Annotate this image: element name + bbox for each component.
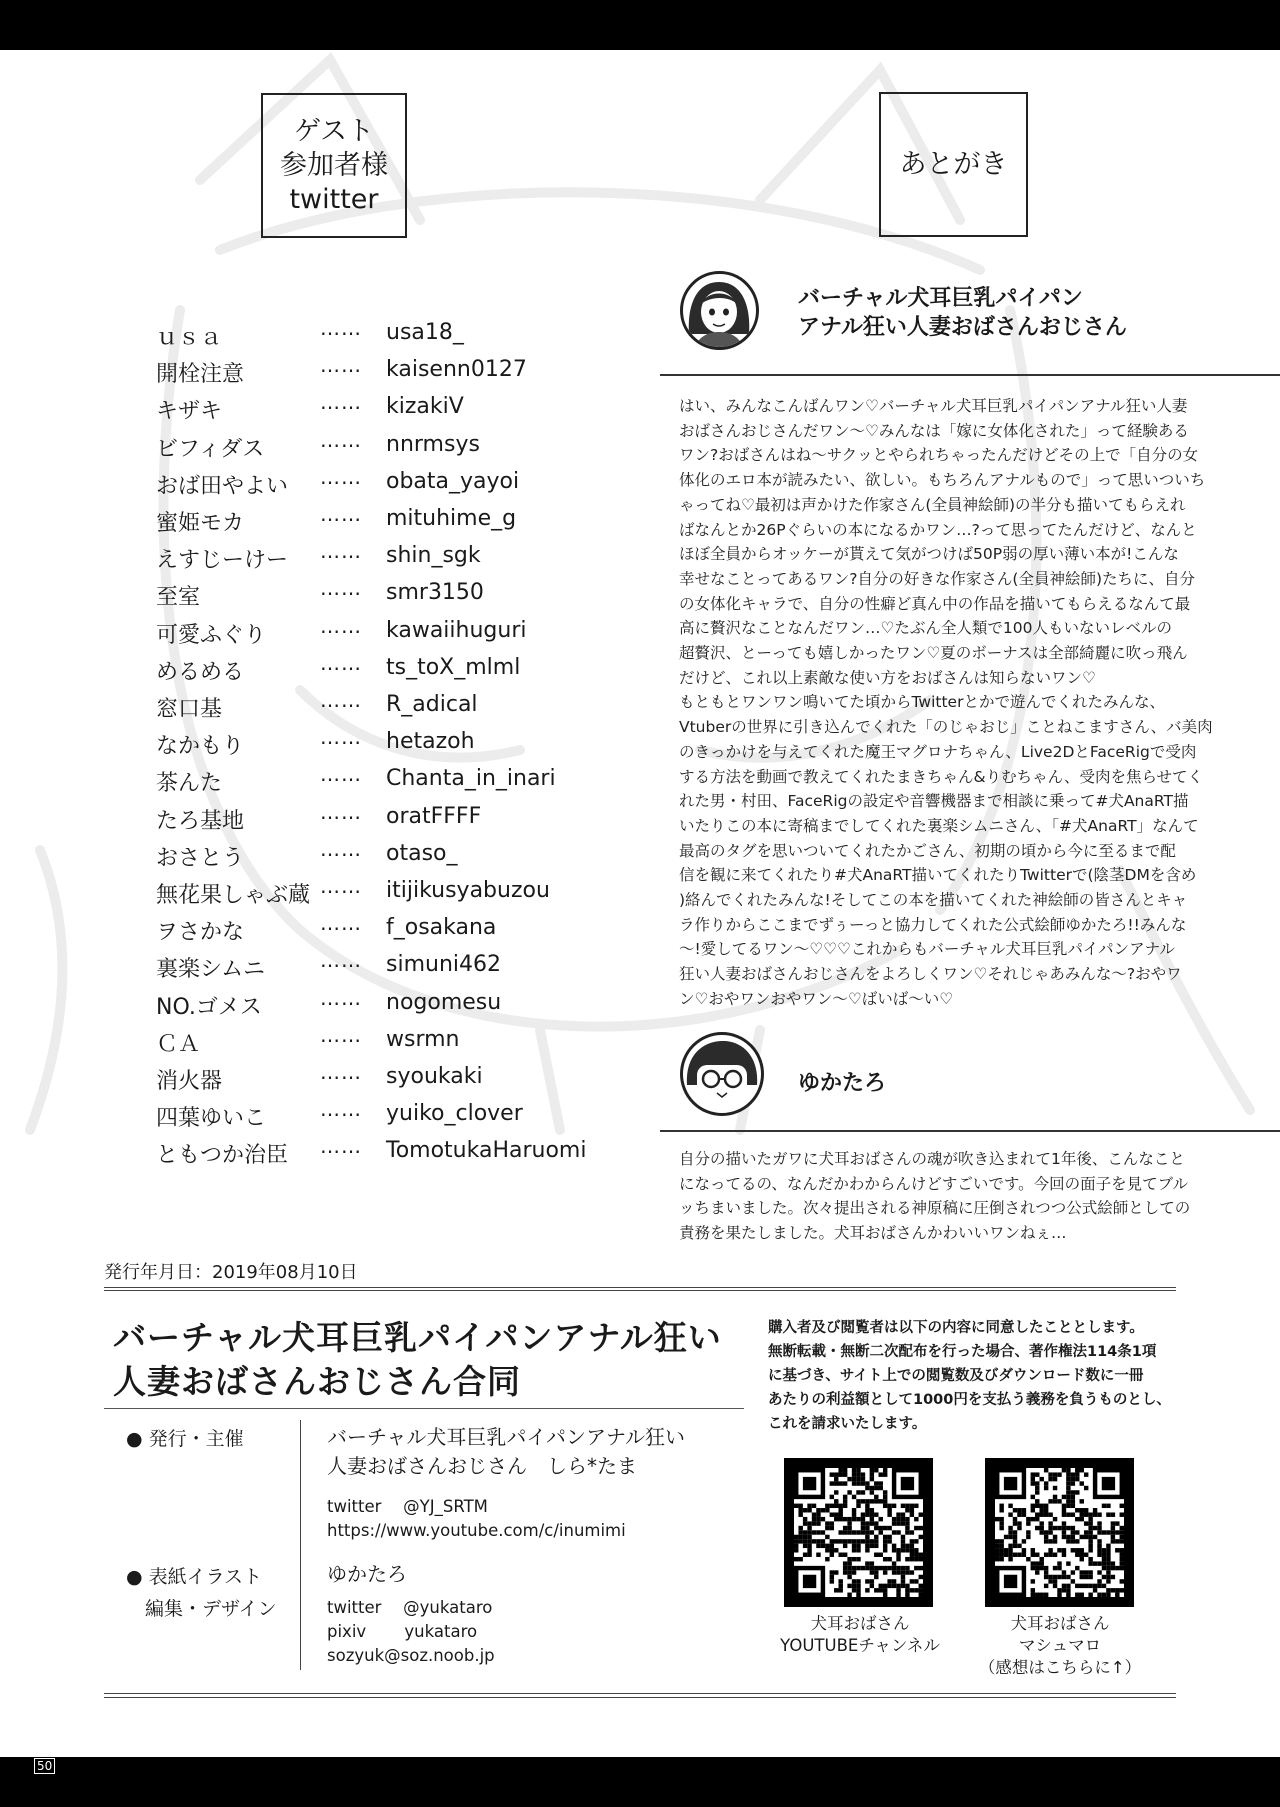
author1-afterword-text	[679, 394, 1219, 1012]
guest-row	[156, 1060, 626, 1098]
top-black-bar	[0, 0, 1280, 50]
guest-row	[156, 762, 626, 800]
guest-leader-dots: ……	[320, 948, 362, 973]
guest-twitter-id[interactable]: syoukaki	[386, 1064, 483, 1089]
guest-leader-dots: ……	[320, 316, 362, 340]
guest-leader-dots: ……	[320, 799, 362, 824]
guest-name: ともつか治臣	[156, 1143, 289, 1169]
author-avatar-shiratama	[680, 271, 759, 350]
guest-row	[156, 911, 626, 949]
guest-leader-dots: ……	[320, 1022, 362, 1047]
guest-twitter-id[interactable]: smr3150	[386, 580, 484, 606]
notice-line: これを請求いたします。	[768, 1416, 927, 1432]
guest-row	[156, 353, 626, 391]
guest-row	[156, 985, 626, 1024]
afterword-line: 責務を果たしました。犬耳おばさんかわいいワンねぇ…	[679, 1224, 1067, 1243]
notice-line: 無断転載・無断二次配布を行った場合、著作権法114条1項	[768, 1344, 1157, 1360]
illustrator-email[interactable]: sozyuk@soz.noob.jp	[327, 1646, 495, 1665]
afterword-line: ラ作りからここまでずぅーっと協力してくれた公式絵師ゆかたろ!!みんな	[679, 915, 1187, 934]
woman-portrait-icon	[683, 274, 756, 347]
book-title-line-1: バーチャル犬耳巨乳パイパンアナル狂い	[113, 1318, 722, 1357]
afterword-line: ン♡おやワンおやワン〜♡ばいば〜い♡	[679, 989, 954, 1008]
guest-name: おさとう	[156, 845, 245, 871]
author1-name	[798, 284, 1127, 342]
guest-row	[156, 799, 626, 838]
bottom-black-bar	[0, 1757, 1280, 1807]
guest-name: 可愛ふぐり	[156, 622, 267, 648]
notice-line: 購入者及び閲覧者は以下の内容に同意したこととします。	[768, 1320, 1144, 1336]
guest-twitter-id[interactable]: nogomesu	[386, 989, 502, 1015]
guest-leader-dots: ……	[320, 762, 362, 787]
cover-label-line-2: 編集・デザイン	[126, 1598, 277, 1620]
qr-code-icon	[794, 1468, 923, 1597]
guest-row	[156, 948, 626, 986]
afterword-line: 信を観に来てくれたり#犬AnaRT描いてくれたりTwitterで(陰茎DMを含め	[679, 866, 1197, 885]
author2-afterword-text	[679, 1147, 1219, 1246]
guest-leader-dots: ……	[320, 502, 362, 526]
guest-twitter-id[interactable]: kaisenn0127	[386, 357, 527, 383]
afterword-box	[879, 92, 1028, 237]
illustrator-pixiv: pixiv yukataro	[327, 1622, 478, 1641]
guest-row	[156, 502, 626, 540]
qr-caption-marshmallow	[960, 1613, 1160, 1679]
qr-code-icon	[995, 1468, 1124, 1597]
guest-leader-dots: ……	[320, 1060, 362, 1084]
guest-twitter-id[interactable]: nnrmsys	[386, 431, 480, 457]
publisher-youtube-link[interactable]: https://www.youtube.com/c/inumimi	[327, 1521, 626, 1540]
guest-row	[156, 836, 626, 875]
afterword-label: あとがき	[899, 148, 1008, 180]
guest-row	[156, 427, 626, 466]
qr-caption-youtube-line-2: YOUTUBEチャンネル	[780, 1636, 940, 1655]
afterword-line: ッちまいました。次々提出される神原稿に圧倒されつつ公式絵師としての	[679, 1199, 1191, 1218]
afterword-line: )絡んでくれたみんな!そしてこの本を描いてくれた神絵師の皆さんとキャ	[679, 891, 1188, 910]
guest-name: 四葉ゆいこ	[156, 1106, 267, 1132]
guest-name: 茶んた	[156, 771, 223, 797]
cover-illustration-label	[126, 1561, 277, 1625]
qr-caption-marshmallow-line-2: マシュマロ	[1018, 1636, 1102, 1655]
guest-leader-dots: ……	[320, 911, 362, 936]
guest-box-line-1: ゲスト	[294, 115, 374, 147]
guest-leader-dots: ……	[320, 1097, 362, 1122]
publisher-name-line-1: バーチャル犬耳巨乳パイパンアナル狂い	[327, 1425, 685, 1449]
guest-leader-dots: ……	[320, 650, 362, 675]
author1-name-line-2: アナル狂い人妻おばさんおじさん	[798, 315, 1127, 340]
guest-box-line-3: twitter	[289, 183, 379, 215]
guest-name: 蜜姫モカ	[156, 511, 245, 536]
guest-twitter-id[interactable]: hetazoh	[386, 729, 475, 755]
qr-caption-marshmallow-line-1: 犬耳おばさん	[1010, 1614, 1110, 1633]
afterword-line: Vtuberの世界に引き込んでくれた「のじゃおじ」ことねこますさん、バ美肉	[679, 718, 1213, 737]
guest-leader-dots: ……	[320, 539, 362, 564]
guest-leader-dots: ……	[320, 874, 362, 898]
colophon-bottom-line-2	[104, 1697, 1176, 1698]
guest-twitter-id[interactable]: ts_toX_mlml	[386, 654, 521, 680]
afterword-line: いたりこの本に寄稿までしてくれた裏楽シムニさん、「#犬AnaRT」なんて	[679, 816, 1199, 835]
guest-name: ヲさかな	[156, 920, 245, 946]
guest-name: 裏楽シムニ	[156, 957, 266, 983]
colophon-top-line	[104, 1287, 1176, 1288]
afterword-line: 自分の描いたガワに犬耳おばさんの魂が吹き込まれて1年後、こんなこと	[679, 1150, 1185, 1168]
guest-name: 至室	[156, 585, 201, 611]
guest-name: ＣＡ	[156, 1031, 201, 1057]
guest-row	[156, 316, 626, 354]
afterword-line: 高に贅沢なことなんだワン…♡たぶん全人類で100人もいないレベルの	[679, 619, 1172, 638]
guest-leader-dots: ……	[320, 985, 362, 1010]
guest-twitter-id[interactable]: mituhime_g	[386, 506, 517, 531]
afterword-line: になってるの、なんだかわからんけどすごいです。今回の面子を見てブル	[679, 1174, 1189, 1193]
guest-twitter-id[interactable]: obata_yayoi	[386, 468, 520, 494]
afterword-line: れた男・村田、FaceRigの設定や音響機器まで相談に乗って#犬AnaRT描	[679, 792, 1189, 811]
guest-twitter-id[interactable]: oratFFFF	[386, 803, 482, 829]
author2-divider	[660, 1130, 1280, 1132]
guest-name: 開栓注意	[156, 362, 245, 388]
page-number: 50	[34, 1758, 55, 1774]
copyright-notice	[768, 1316, 1198, 1436]
book-title-line-2: 人妻おばさんおじさん合同	[113, 1362, 521, 1401]
qr-code-youtube[interactable]	[784, 1458, 933, 1607]
guest-leader-dots: ……	[320, 390, 362, 415]
afterword-line: おばさんおじさんだワン〜♡みんなは「嫁に女体化された」って経験ある	[679, 421, 1189, 440]
colophon-bottom-line	[104, 1693, 1176, 1694]
guest-twitter-id[interactable]: wsrmn	[386, 1026, 460, 1052]
publisher-twitter: twitter @YJ_SRTM	[327, 1497, 488, 1516]
guest-row	[156, 539, 626, 577]
guest-row	[156, 613, 626, 652]
guest-name: 消火器	[156, 1069, 223, 1094]
guest-row	[156, 464, 626, 503]
illustrator-twitter: twitter @yukataro	[327, 1598, 493, 1617]
notice-line: あたりの利益額として1000円を支払う義務を負うものとし、	[768, 1392, 1171, 1408]
guest-twitter-id[interactable]: otaso_	[386, 840, 458, 866]
guest-row	[156, 1097, 626, 1135]
guest-twitter-id[interactable]: itijikusyabuzou	[386, 878, 550, 903]
author1-name-line-1: バーチャル犬耳巨乳パイパン	[798, 286, 1083, 311]
guest-name: えすじーけー	[156, 548, 289, 574]
publisher-label: ● 発行・主催	[126, 1428, 244, 1450]
afterword-line: 最高のタグを思いついてくれたかごさん、初期の頃から今に至るまで配	[679, 841, 1176, 860]
guest-twitter-id[interactable]: usa18_	[386, 320, 464, 345]
guest-twitter-id[interactable]: kawaiihuguri	[386, 617, 527, 643]
qr-caption-youtube	[760, 1613, 960, 1657]
afterword-line: 狂い人妻おばさんおじさんをよろしくワン♡それじゃあみんな〜?おやワ	[679, 965, 1182, 984]
guest-leader-dots: ……	[320, 576, 362, 601]
publication-date: 発行年月日：2019年08月10日	[104, 1262, 358, 1283]
guest-leader-dots: ……	[320, 353, 362, 378]
guest-row	[156, 874, 626, 912]
guest-name: NO.ゴメス	[156, 994, 262, 1020]
afterword-line: だけど、これ以上素敵な使い方をおばさんは知らないワン♡	[679, 668, 1096, 687]
guest-row	[156, 688, 626, 726]
guest-leader-dots: ……	[320, 464, 362, 489]
guest-name: めるめる	[156, 659, 245, 685]
credit-divider	[300, 1420, 301, 1670]
guest-twitter-id[interactable]: TomotukaHaruomi	[386, 1138, 587, 1164]
afterword-line: ワン?おばさんはね〜サクッとやられちゃったんだけどその上で「自分の女	[679, 446, 1199, 465]
qr-code-marshmallow[interactable]	[985, 1458, 1134, 1607]
afterword-line: はい、みんなこんばんワン♡バーチャル犬耳巨乳パイパンアナル狂い人妻	[679, 397, 1188, 415]
cover-label-line-1: ● 表紙イラスト	[126, 1566, 263, 1588]
publisher-links	[327, 1495, 626, 1543]
guest-leader-dots: ……	[320, 688, 362, 712]
afterword-line: ほぼ全員からオッケーが貰えて気がつけば50P弱の厚い薄い本が!こんな	[679, 545, 1179, 564]
guest-row	[156, 576, 626, 614]
afterword-line: の女体化キャラで、自分の性癖ど真ん中の作品を描いてもらえるなんて最	[679, 594, 1191, 613]
author1-divider	[660, 374, 1280, 376]
publisher-name	[327, 1423, 685, 1481]
qr-caption-youtube-line-1: 犬耳おばさん	[810, 1614, 910, 1633]
guest-leader-dots: ……	[320, 427, 362, 452]
guest-row	[156, 650, 626, 689]
afterword-line: 超贅沢、とーっても嬉しかったワン♡夏のボーナスは全部綺麗に吹っ飛ん	[679, 644, 1188, 663]
guest-participants-box	[261, 93, 407, 238]
guest-box-line-2: 参加者様	[280, 149, 388, 181]
author2-name: ゆかたろ	[798, 1071, 887, 1096]
title-underline	[104, 1408, 744, 1409]
guest-name: 無花果しゃぶ蔵	[156, 883, 311, 908]
guest-twitter-id[interactable]: f_osakana	[386, 915, 497, 941]
author-avatar-yukataro	[680, 1032, 764, 1116]
afterword-line: 体化のエロ本が読みたい、欲しい。もちろんアナルもので」って思いついち	[679, 471, 1206, 490]
guest-twitter-id[interactable]: kizakiV	[386, 394, 464, 420]
glasses-character-icon	[683, 1035, 761, 1113]
guest-name: キザキ	[156, 399, 223, 425]
colophon-top-line-2	[104, 1290, 1176, 1291]
guest-twitter-id[interactable]: R_adical	[386, 692, 478, 717]
guest-leader-dots: ……	[320, 613, 362, 638]
afterword-line: ばなんとか26Pぐらいの本になるかワン…?って思ってたんだけど、なんと	[679, 520, 1197, 539]
guest-leader-dots: ……	[320, 725, 362, 750]
notice-line: に基づき、サイト上での閲覧数及びダウンロード数に一冊	[768, 1368, 1144, 1384]
afterword-line: する方法を動画で教えてくれたまきちゃん&りむちゃん、受肉を焦らせてく	[679, 767, 1204, 786]
cover-illustrator-name: ゆかたろ	[327, 1562, 407, 1586]
guest-row	[156, 1022, 626, 1061]
afterword-line: 幸せなことってあるワン?自分の好きな作家さん(全員神絵師)たちに、自分	[679, 569, 1196, 588]
guest-row	[156, 725, 626, 763]
guest-twitter-id[interactable]: Chanta_in_inari	[386, 766, 556, 792]
guest-name: ビフィダス	[156, 436, 265, 462]
guest-row	[156, 390, 626, 428]
afterword-line: ゃってね♡最初は声かけた作家さん(全員神絵師)の半分も描いてもらえれ	[679, 495, 1186, 514]
guest-name: ｕｓａ	[156, 325, 223, 350]
guest-leader-dots: ……	[320, 836, 362, 861]
guest-twitter-id[interactable]: simuni462	[386, 952, 501, 978]
qr-caption-marshmallow-line-3: （感想はこちらに↑）	[978, 1658, 1142, 1677]
book-title	[113, 1316, 753, 1404]
afterword-line: もともとワンワン鳴いてた頃からTwitterとかで遊んでくれたみんな、	[679, 693, 1165, 712]
publisher-name-line-2: 人妻おばさんおじさん しら*たま	[327, 1454, 637, 1478]
cover-illustrator-links	[327, 1596, 495, 1668]
guest-twitter-id[interactable]: yuiko_clover	[386, 1101, 523, 1127]
guest-leader-dots: ……	[320, 1134, 362, 1159]
afterword-line: 〜!愛してるワン〜♡♡♡これからもバーチャル犬耳巨乳パイパンアナル	[679, 940, 1175, 959]
guest-name: たろ基地	[156, 808, 245, 834]
guest-twitter-id[interactable]: shin_sgk	[386, 543, 481, 569]
guest-name: おば田やよい	[156, 473, 289, 499]
guest-name: なかもり	[156, 734, 245, 760]
afterword-line: のきっかけを与えてくれた魔王マグロナちゃん、Live2DとFaceRigで受肉	[679, 742, 1197, 761]
guest-name: 窓口基	[156, 697, 223, 722]
guest-row	[156, 1134, 626, 1172]
